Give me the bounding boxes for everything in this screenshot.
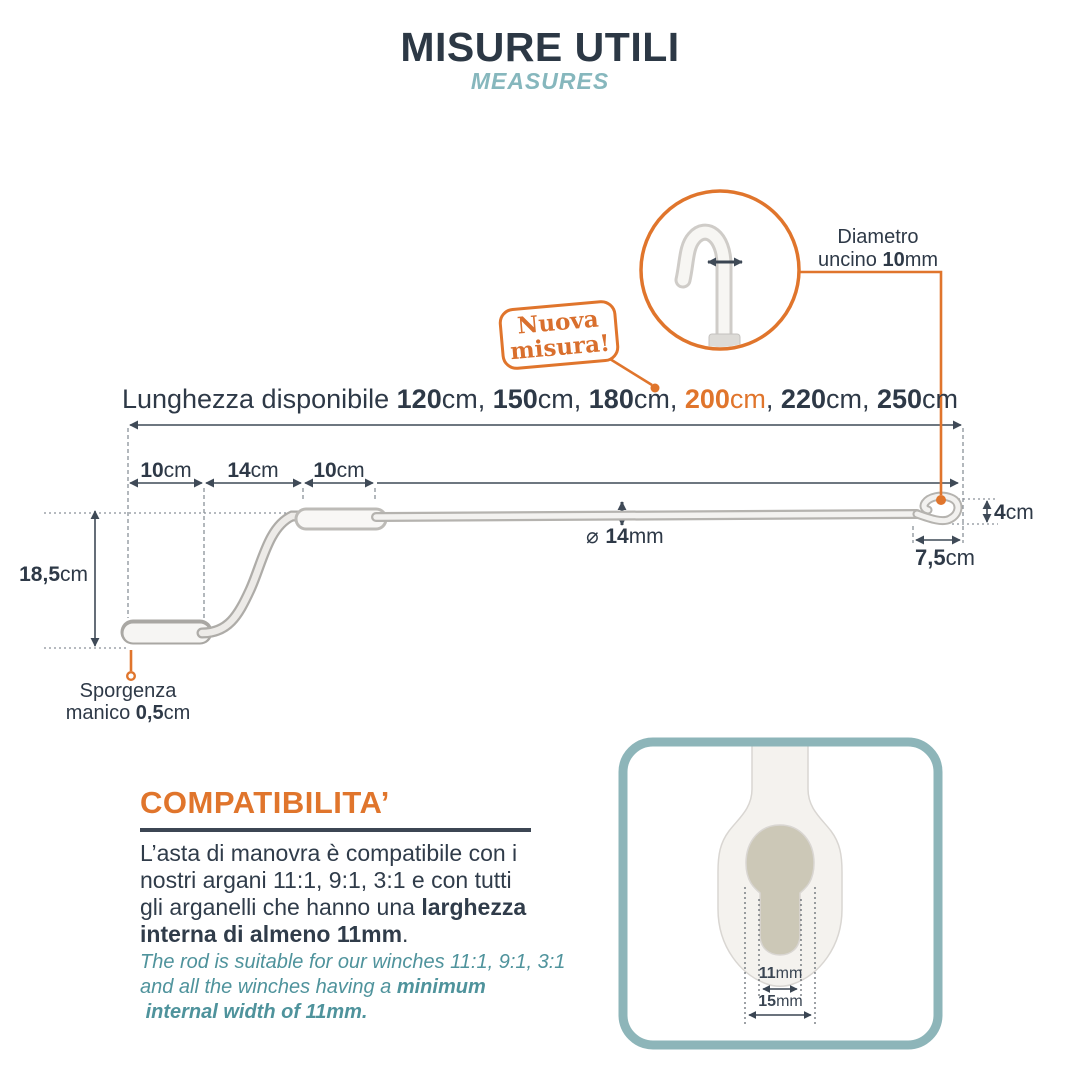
crank-rod xyxy=(133,496,958,633)
compatibility-text-en xyxy=(140,950,660,1025)
dim-shaft-diameter: ⌀ 14mm xyxy=(586,524,664,548)
sporgenza-ring xyxy=(127,672,135,680)
dim-internal-11mm: 11mm xyxy=(758,965,803,982)
compat-en-line: and all the winches having a minimum xyxy=(140,976,486,998)
dim-handle-10cm: 10cm xyxy=(140,459,192,482)
compat-it-line: gli arganelli che hanno una larghezza xyxy=(140,894,527,920)
dim-crank-14cm: 14cm xyxy=(227,459,279,482)
hook-callout-dot xyxy=(936,495,946,505)
dim-sleeve-10cm: 10cm xyxy=(313,459,365,482)
dim-hook-length-7-5cm: 7,5cm xyxy=(915,545,975,570)
eyelet-detail-card xyxy=(618,737,943,1050)
badge-line2: misura! xyxy=(509,329,612,366)
hook-diameter-line2: uncino 10mm xyxy=(817,249,939,271)
hook-magnifier xyxy=(641,191,799,352)
hook-diameter-line1: Diametro xyxy=(837,226,919,248)
compat-it-line: nostri argani 11:1, 9:1, 3:1 e con tutti xyxy=(140,867,512,893)
sporgenza-line1: Sporgenza xyxy=(79,680,177,702)
compatibility-heading: COMPATIBILITA’ xyxy=(140,785,390,820)
dim-external-15mm: 15mm xyxy=(758,993,803,1010)
compat-en-line: The rod is suitable for our winches 11:1, 9:1, 3:1 xyxy=(140,951,566,973)
compat-en-line: internal width of 11mm. xyxy=(145,1001,368,1023)
new-measure-badge xyxy=(498,299,621,371)
page-title: MISURE UTILI xyxy=(400,24,680,70)
page-subtitle: MEASURES xyxy=(470,68,610,94)
available-lengths: Lunghezza disponibile 120cm, 150cm, 180cm, 200cm, 220cm, 250cm xyxy=(121,384,959,414)
hook-diameter-label xyxy=(808,226,948,272)
dim-height-18-5cm: 18,5cm xyxy=(19,563,88,586)
dim-hook-height-4cm: 4cm xyxy=(994,501,1034,524)
handle-protrusion-label xyxy=(46,680,210,724)
compat-it-line: L’asta di manovra è compatibile con i xyxy=(140,840,518,866)
compatibility-divider xyxy=(140,828,531,832)
compatibility-text-it xyxy=(140,840,660,948)
badge-line1: Nuova xyxy=(516,305,600,340)
compat-it-line: interna di almeno 11mm. xyxy=(140,921,409,947)
sporgenza-line2: manico 0,5cm xyxy=(65,702,191,724)
